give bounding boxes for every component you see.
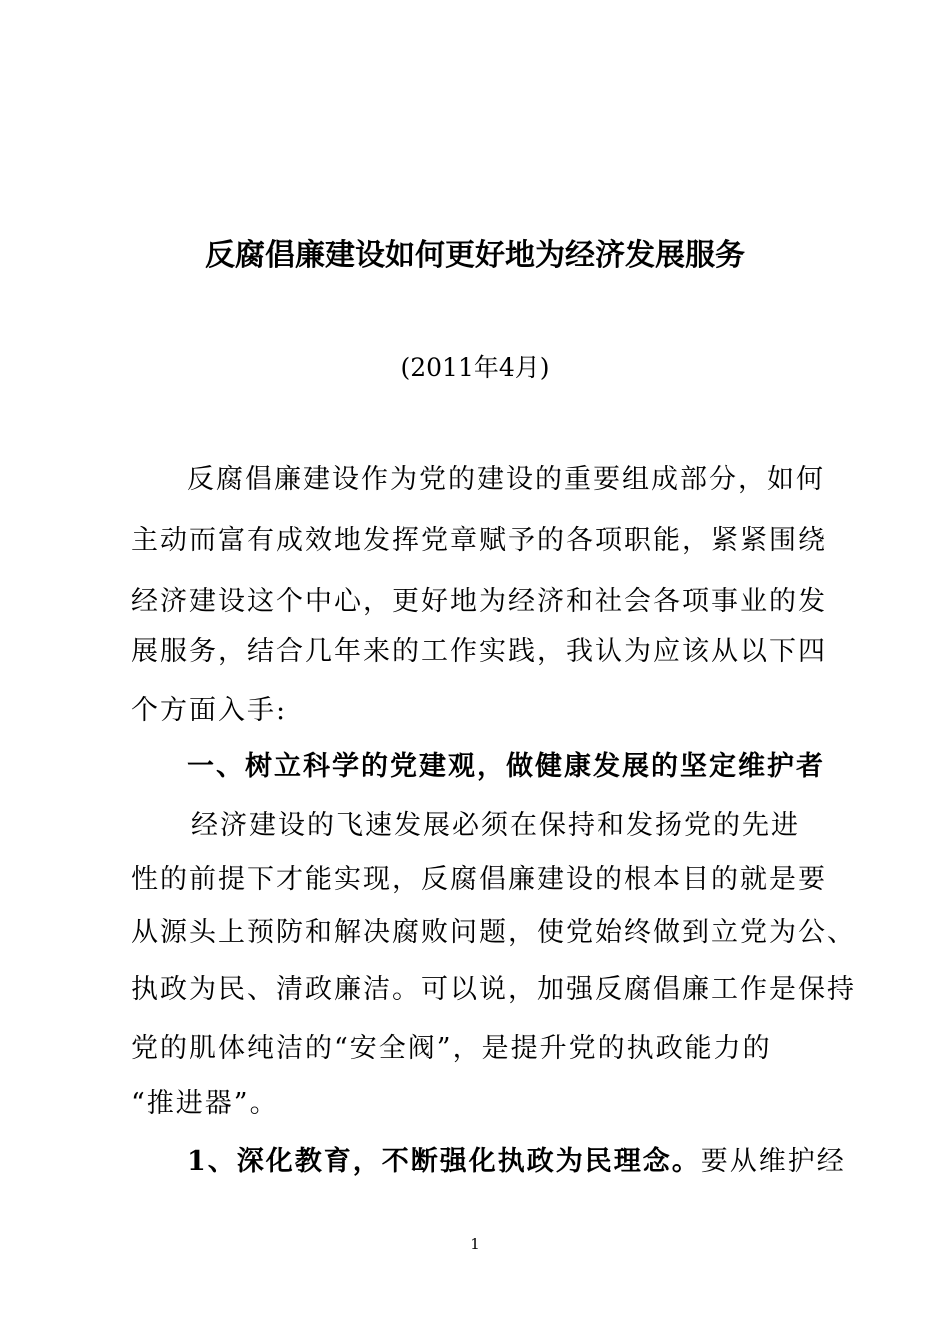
section-1-line-3: 从源头上预防和解决腐败问题，使党始终做到立党为公、: [131, 917, 856, 948]
section-1-line-6: “推进器”。: [131, 1088, 279, 1119]
document-date: (2011年4月): [400, 353, 550, 382]
document-title: 反腐倡廉建设如何更好地为经济发展服务: [205, 238, 745, 273]
section-1-line-2: 性的前提下才能实现，反腐倡廉建设的根本目的就是要: [131, 864, 827, 895]
intro-line-1: 反腐倡廉建设作为党的建设的重要组成部分，如何: [187, 464, 825, 495]
section-1-heading: 一、树立科学的党建观，做健康发展的坚定维护者: [187, 751, 825, 782]
section-1-line-5: 党的肌体纯洁的“安全阀”，是提升党的执政能力的: [131, 1033, 772, 1064]
intro-line-3: 经济建设这个中心，更好地为经济和社会各项事业的发: [131, 586, 827, 617]
page-number: 1: [470, 1235, 480, 1253]
item-1-text: 要从维护经: [700, 1146, 846, 1177]
intro-line-2: 主动而富有成效地发挥党章赋予的各项职能，紧紧围绕: [131, 525, 827, 556]
item-1-paragraph: [187, 1138, 887, 1186]
section-1-line-1: 经济建设的飞速发展必须在保持和发扬党的先进: [191, 810, 800, 841]
item-1-heading: 1、深化教育，不断强化执政为民理念。: [187, 1146, 701, 1177]
section-1-line-4: 执政为民、清政廉洁。可以说，加强反腐倡廉工作是保持: [131, 974, 856, 1005]
intro-line-4: 展服务，结合几年来的工作实践，我认为应该从以下四: [131, 636, 827, 667]
intro-line-5: 个方面入手:: [131, 695, 288, 726]
